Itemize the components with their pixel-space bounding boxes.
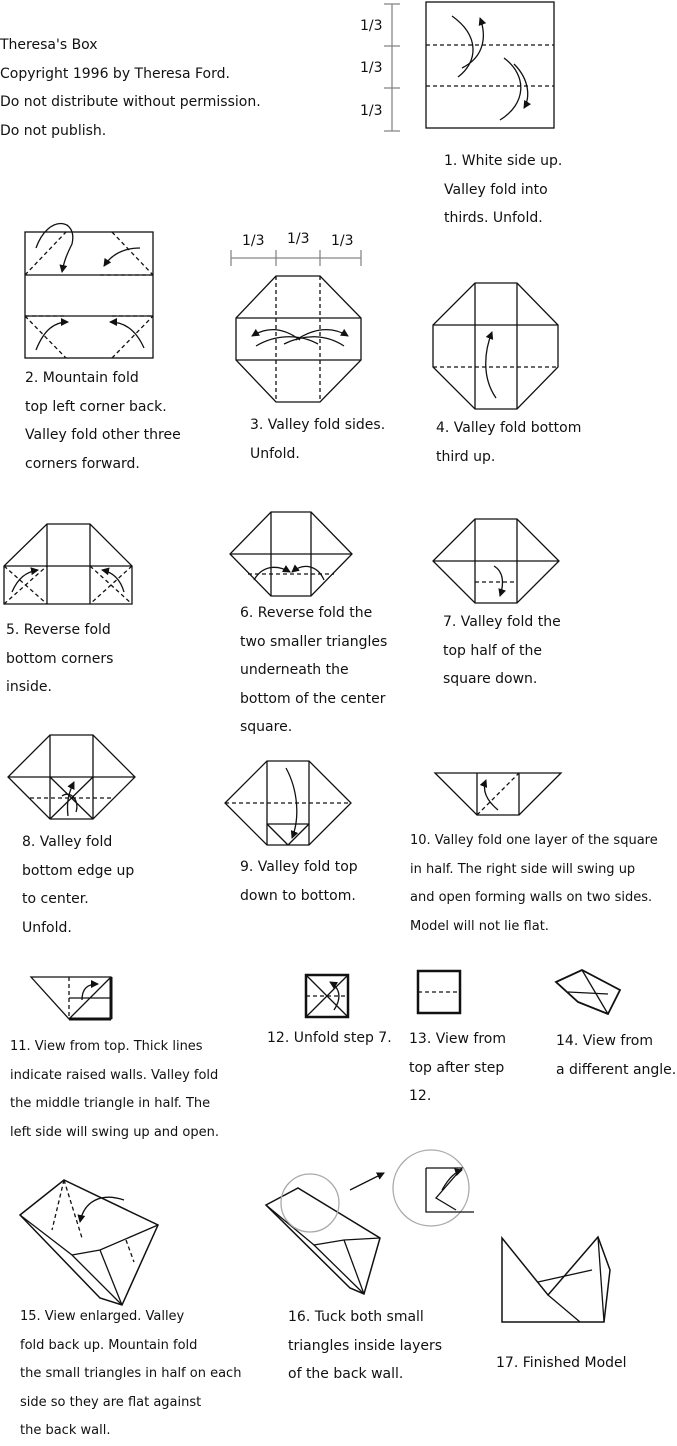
step1-fraction-middle: 1/3 bbox=[360, 60, 383, 76]
caption-line: 9. Valley fold top bbox=[240, 859, 358, 875]
caption-line: corners forward. bbox=[25, 455, 140, 472]
step5-diagram bbox=[4, 524, 132, 604]
step7-diagram bbox=[433, 519, 559, 603]
step7-caption bbox=[443, 608, 561, 694]
step10-diagram bbox=[435, 773, 561, 815]
step1-fraction-top: 1/3 bbox=[360, 18, 383, 34]
step8-diagram bbox=[8, 735, 135, 819]
step8-caption bbox=[22, 828, 134, 942]
caption-line: 14. View from bbox=[556, 1033, 653, 1049]
step4-diagram bbox=[433, 283, 558, 409]
step3-fraction-middle: 1/3 bbox=[287, 231, 310, 247]
caption-line: 8. Valley fold bbox=[22, 834, 113, 850]
step4-caption bbox=[436, 414, 581, 471]
caption-line: 7. Valley fold the bbox=[443, 614, 561, 630]
caption-line: 5. Reverse fold bbox=[6, 622, 111, 638]
caption-line: 16. Tuck both small bbox=[288, 1309, 424, 1325]
caption-line: bottom of the center bbox=[240, 690, 386, 707]
caption-line: in half. The right side will swing up bbox=[410, 861, 636, 877]
caption-line: 17. Finished Model bbox=[496, 1355, 627, 1371]
caption-line: underneath the bbox=[240, 662, 349, 678]
step3-caption bbox=[250, 411, 385, 468]
step11-diagram bbox=[31, 977, 111, 1019]
caption-line: the middle triangle in half. The bbox=[10, 1096, 211, 1111]
caption-line: a different angle. bbox=[556, 1061, 677, 1078]
caption-line: 12. Unfold step 7. bbox=[267, 1030, 392, 1046]
caption-line: triangles inside layers bbox=[288, 1337, 443, 1354]
step6-diagram bbox=[230, 512, 352, 596]
caption-line: left side will swing up and open. bbox=[10, 1124, 219, 1140]
caption-line: 13. View from bbox=[409, 1031, 506, 1047]
caption-line: bottom edge up bbox=[22, 862, 135, 879]
caption-line: 15. View enlarged. Valley bbox=[20, 1309, 185, 1324]
caption-line: of the back wall. bbox=[288, 1366, 404, 1382]
step2-caption bbox=[25, 364, 181, 478]
step1-fraction-bottom: 1/3 bbox=[360, 103, 383, 119]
caption-line: inside. bbox=[6, 679, 52, 695]
step6-caption bbox=[240, 599, 387, 742]
step15-diagram bbox=[20, 1180, 158, 1305]
caption-line: 12. bbox=[409, 1088, 432, 1104]
caption-line: Valley fold other three bbox=[25, 427, 181, 443]
step15-caption bbox=[20, 1303, 241, 1446]
step2-diagram bbox=[25, 224, 153, 359]
step14-diagram bbox=[556, 970, 620, 1014]
caption-line: fold back up. Mountain fold bbox=[20, 1337, 198, 1353]
caption-line: two smaller triangles bbox=[240, 633, 388, 650]
step9-caption bbox=[240, 853, 358, 910]
publish-notice: Do not publish. bbox=[0, 122, 107, 139]
caption-line: to center. bbox=[22, 891, 89, 907]
caption-line: Valley fold into bbox=[444, 181, 548, 198]
step13-diagram bbox=[418, 971, 460, 1013]
caption-line: the small triangles in half on each bbox=[20, 1366, 242, 1381]
step1-diagram bbox=[384, 2, 554, 131]
caption-line: top after step bbox=[409, 1059, 505, 1076]
caption-line: 6. Reverse fold the bbox=[240, 605, 373, 621]
caption-line: thirds. Unfold. bbox=[444, 210, 543, 226]
caption-line: 2. Mountain fold bbox=[25, 370, 139, 386]
step11-caption bbox=[10, 1033, 219, 1147]
caption-line: 1. White side up. bbox=[444, 153, 563, 169]
page-title: Theresa's Box bbox=[0, 37, 98, 53]
caption-line: down to bottom. bbox=[240, 887, 356, 904]
caption-line: square down. bbox=[443, 671, 538, 687]
step12-caption bbox=[267, 1024, 392, 1053]
step1-caption bbox=[444, 147, 562, 233]
step17-caption bbox=[496, 1349, 627, 1378]
caption-line: top left corner back. bbox=[25, 398, 167, 415]
step16-caption bbox=[288, 1303, 442, 1389]
step3-diagram bbox=[231, 250, 361, 402]
caption-line: side so they are flat against bbox=[20, 1394, 202, 1410]
header bbox=[0, 31, 261, 145]
caption-line: 10. Valley fold one layer of the square bbox=[410, 833, 658, 848]
step3-fraction-left: 1/3 bbox=[242, 233, 265, 249]
caption-line: Unfold. bbox=[22, 919, 72, 936]
caption-line: square. bbox=[240, 719, 293, 735]
caption-line: top half of the bbox=[443, 642, 543, 659]
step9-diagram bbox=[225, 761, 351, 845]
step17-diagram bbox=[502, 1237, 610, 1322]
copyright-text: Copyright 1996 by Theresa Ford. bbox=[0, 65, 230, 82]
step13-caption bbox=[409, 1025, 506, 1111]
step10-caption bbox=[410, 827, 658, 941]
caption-line: Unfold. bbox=[250, 445, 300, 462]
caption-line: bottom corners bbox=[6, 650, 114, 667]
step14-caption bbox=[556, 1027, 676, 1084]
caption-line: the back wall. bbox=[20, 1423, 111, 1438]
distribution-notice: Do not distribute without permission. bbox=[0, 94, 261, 110]
caption-line: third up. bbox=[436, 448, 496, 465]
caption-line: 11. View from top. Thick lines bbox=[10, 1039, 203, 1054]
caption-line: Model will not lie flat. bbox=[410, 918, 549, 934]
caption-line: 4. Valley fold bottom bbox=[436, 420, 582, 436]
caption-line: indicate raised walls. Valley fold bbox=[10, 1067, 219, 1083]
step5-caption bbox=[6, 616, 113, 702]
caption-line: and open forming walls on two sides. bbox=[410, 890, 653, 905]
step16-diagram bbox=[266, 1150, 474, 1294]
step3-fraction-right: 1/3 bbox=[331, 233, 354, 249]
step12-diagram bbox=[306, 975, 348, 1017]
caption-line: 3. Valley fold sides. bbox=[250, 417, 386, 433]
